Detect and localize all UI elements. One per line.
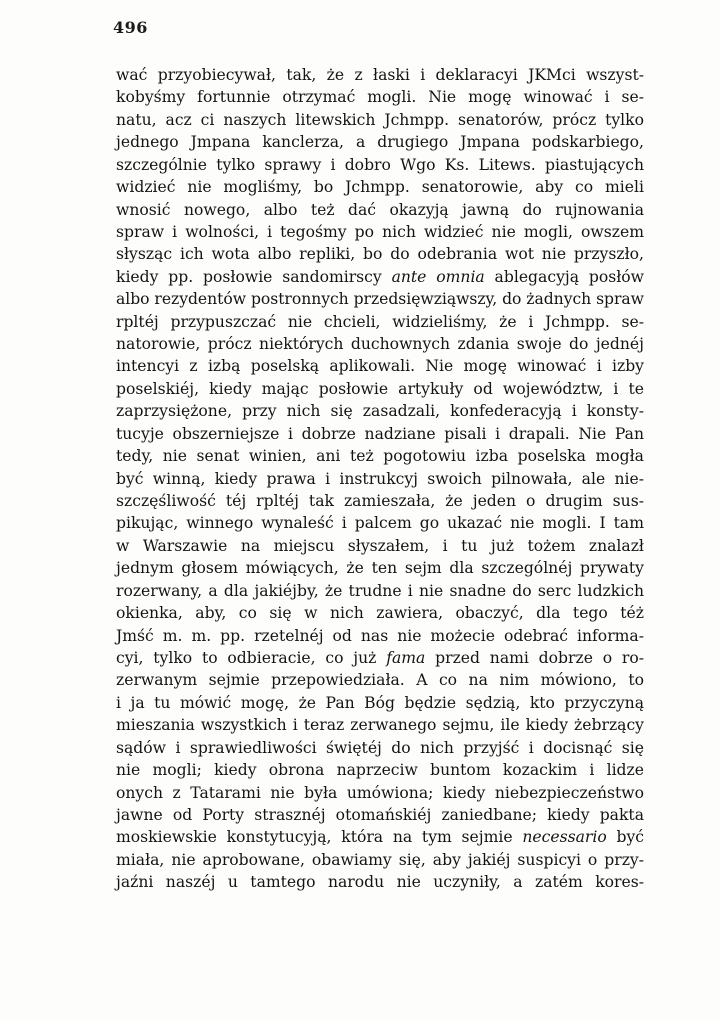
text-line (116, 804, 644, 826)
text-segment: tucyje obszerniejsze i dobrze nadziane pisali i drapali. Nie Pan (116, 424, 644, 443)
text-segment: zerwanym sejmie przepowiedziała. A co na nim mówiono, to (116, 671, 644, 690)
text-segment: jednym głosem mówiących, że ten sejm dla szczególnéj prywaty (116, 559, 644, 578)
text-line (116, 64, 644, 86)
text-segment: onych z Tatarami nie była umówiona; kiedy niebezpieczeństwo (116, 783, 644, 802)
text-line (116, 759, 644, 781)
text-line (116, 669, 644, 691)
text-line (116, 490, 644, 512)
text-line (116, 311, 644, 333)
text-segment: natorowie, prócz niektórych duchownych zdania swoje do jednéj (116, 335, 644, 354)
text-line (116, 580, 644, 602)
text-segment: natu, acz ci naszych litewskich Jchmpp. senatorów, prócz tylko (116, 110, 644, 129)
text-line (116, 782, 644, 804)
text-line (116, 647, 644, 669)
text-line (116, 714, 644, 736)
body-text (116, 64, 644, 894)
text-segment: cyi, tylko to odbieracie, co już (116, 648, 387, 667)
text-line (116, 737, 644, 759)
text-line (116, 333, 644, 355)
text-line (116, 602, 644, 624)
text-segment: tedy, nie senat winien, ani też pogotowiu izba poselska mogła (116, 447, 644, 466)
text-line (116, 468, 644, 490)
text-line (116, 400, 644, 422)
text-line (116, 176, 644, 198)
text-segment: jawne od Porty strasznéj otomańskiéj zaniedbane; kiedy pakta (116, 805, 644, 824)
text-line (116, 199, 644, 221)
text-line (116, 221, 644, 243)
text-line (116, 826, 644, 848)
text-segment: być (606, 828, 645, 847)
text-line (116, 154, 644, 176)
page-number: 496 (113, 18, 148, 37)
text-line (116, 266, 644, 288)
text-line (116, 288, 644, 310)
text-segment: mieszania wszystkich i teraz zerwanego sejmu, ile kiedy żebrzący (116, 716, 644, 735)
italic-phrase: fama (386, 648, 426, 667)
text-segment: ablegacyją posłów (484, 267, 645, 286)
text-segment: okienka, aby, co się w nich zawiera, obaczyć, dla tego téż (116, 604, 644, 623)
text-line (116, 512, 644, 534)
text-segment: szczególnie tylko sprawy i dobro Wgo Ks. Litews. piastujących (116, 155, 644, 174)
text-segment: rozerwany, a dla jakiéjby, że trudne i nie snadne do serc ludzkich (116, 581, 644, 600)
text-segment: wać przyobiecywał, tak, że z łaski i deklaracyi JKMci wszyst- (116, 66, 644, 84)
text-segment: szczęśliwość téj rpltéj tak zamieszała, że jeden o drugim sus- (116, 492, 644, 511)
text-line (116, 535, 644, 557)
text-line (116, 355, 644, 377)
text-segment: słysząc ich wota albo repliki, bo do odebrania wot nie przyszło, (116, 245, 644, 264)
text-line (116, 109, 644, 131)
text-segment: pikując, winnego wynaleść i palcem go ukazać nie mogli. I tam (116, 514, 644, 533)
text-line (116, 625, 644, 647)
text-line (116, 871, 644, 893)
text-segment: być winną, kiedy prawa i instrukcyj swoich pilnowała, ale nie- (116, 469, 645, 488)
text-segment: sądów i sprawiedliwości świętéj do nich przyjść i docisnąć się (116, 738, 644, 757)
text-segment: miała, nie aprobowane, obawiamy się, aby jakiéj suspicyi o przy- (116, 850, 644, 869)
text-segment: poselskiéj, kiedy mając posłowie artykuły od województw, i te (116, 379, 644, 398)
text-segment: intencyi z izbą poselską aplikowali. Nie mogę winować i izby (116, 357, 644, 376)
text-line (116, 557, 644, 579)
text-segment: wnosić nowego, albo też dać okazyją jawną do rujnowania (116, 200, 644, 219)
text-segment: spraw i wolności, i tegośmy po nich widzieć nie mogli, owszem (116, 222, 644, 241)
text-segment: albo rezydentów postronnych przedsięwziąwszy, do żadnych spraw (116, 290, 644, 309)
text-line (116, 86, 644, 108)
text-line (116, 243, 644, 265)
text-line (116, 423, 644, 445)
text-line (116, 378, 644, 400)
text-segment: rpltéj przypuszczać nie chcieli, widzieliśmy, że i Jchmpp. se- (116, 312, 644, 331)
text-segment: nie mogli; kiedy obrona naprzeciw buntom kozackim i lidze (116, 761, 644, 780)
text-line (116, 445, 644, 467)
text-segment: zaprzysiężone, przy nich się zasadzali, konfederacyją i konsty- (116, 402, 644, 421)
text-segment: jaźni naszéj u tamtego narodu nie uczyniły, a zatém kores- (116, 873, 644, 892)
italic-phrase: ante omnia (391, 267, 485, 286)
text-segment: przed nami dobrze o ro- (425, 648, 644, 667)
italic-phrase: necessario (522, 828, 607, 847)
text-segment: w Warszawie na miejscu słyszałem, i tu już tożem znalazł (116, 536, 644, 555)
text-segment: kiedy pp. posłowie sandomirscy (116, 267, 392, 286)
text-segment: Jmść m. m. pp. rzetelnéj od nas nie możecie odebrać informa- (116, 626, 644, 645)
text-segment: i ja tu mówić mogę, że Pan Bóg będzie sędzią, kto przyczyną (116, 693, 644, 712)
text-segment: moskiewskie konstytucyją, która na tym sejmie (116, 828, 523, 847)
text-line (116, 849, 644, 871)
text-segment: kobyśmy fortunnie otrzymać mogli. Nie mogę winować i se- (116, 88, 644, 107)
text-line (116, 131, 644, 153)
text-segment: jednego Jmpana kanclerza, a drugiego Jmpana podskarbiego, (116, 133, 645, 152)
text-line (116, 692, 644, 714)
text-segment: widzieć nie mogliśmy, bo Jchmpp. senatorowie, aby co mieli (116, 178, 645, 197)
